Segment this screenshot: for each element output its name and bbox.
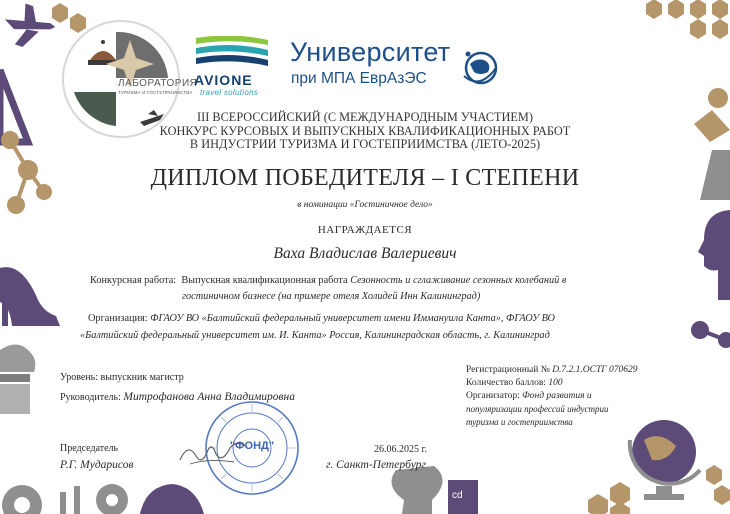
organizer-line-1: Фонд развития и bbox=[522, 391, 592, 401]
cube-icon bbox=[448, 480, 478, 514]
registration-line bbox=[466, 365, 638, 375]
nomination-prefix: в номинации bbox=[297, 200, 348, 210]
tan-shapes-icon bbox=[694, 88, 730, 142]
issue-city: г. Санкт-Петербург bbox=[326, 459, 426, 471]
recipient-name: Ваха Владислав Валериевич bbox=[273, 245, 457, 262]
awarded-label: НАГРАЖДАЕТСЯ bbox=[317, 224, 413, 236]
avione-name: AVIONE bbox=[194, 72, 253, 88]
work-title-line-2: гостиничном бизнесе (на примере отеля Холидей Инн Калининград) bbox=[182, 291, 481, 302]
chair-name: Р.Г. Мударисов bbox=[60, 459, 134, 471]
score-label: Количество баллов: bbox=[466, 378, 546, 388]
organization-value-1: ФГАОУ ВО «Балтийский федеральный университет имени Иммануила Канта», ФГАОУ ВО bbox=[150, 313, 555, 324]
pot-icon bbox=[140, 484, 204, 514]
organization-value-2: «Балтийский федеральный университет им. И. Канта» Россия, Калининградская область, г. Калининград bbox=[80, 330, 550, 341]
diploma-title: ДИПЛОМ ПОБЕДИТЕЛЯ – I СТЕПЕНИ bbox=[150, 165, 580, 191]
university-subtitle: при МПА ЕврАзЭС bbox=[291, 70, 427, 87]
university-globe-icon bbox=[462, 46, 498, 88]
avione-logo-icon bbox=[196, 36, 268, 70]
nomination bbox=[130, 200, 600, 210]
laboratory-logo-text bbox=[118, 78, 197, 95]
organizer-line-3-wrap bbox=[466, 417, 573, 427]
competition-line-2: КОНКУРС КУРСОВЫХ И ВЫПУСКНЫХ КВАЛИФИКАЦИОННЫХ РАБОТ bbox=[159, 123, 571, 138]
work-line-2 bbox=[182, 291, 480, 302]
university-title: Университет bbox=[290, 37, 451, 67]
supervisor-name: Митрофанова Анна Владимировна bbox=[123, 391, 295, 403]
svg-text:cd: cd bbox=[452, 490, 463, 501]
lightbulb-icon bbox=[392, 466, 443, 514]
supervisor-label: Руководитель: bbox=[60, 392, 121, 403]
organizer-line-2: популяризации профессий индустрии bbox=[466, 404, 609, 414]
chair-label: Председатель bbox=[60, 443, 119, 454]
registration-label: Регистрационный № bbox=[466, 365, 550, 375]
organization-line-2 bbox=[80, 330, 550, 341]
airplane-icon bbox=[0, 0, 59, 55]
globe-icon bbox=[630, 420, 700, 500]
organizer-line-2-wrap bbox=[466, 404, 609, 414]
organizer-line-3: туризма и гостеприимства bbox=[466, 417, 573, 427]
signature-icon bbox=[178, 438, 248, 468]
organizer-line bbox=[466, 391, 592, 401]
score-value: 100 bbox=[548, 378, 563, 388]
molecule-right-icon bbox=[693, 323, 730, 346]
avione-tagline: travel solutions bbox=[200, 88, 259, 97]
competition-title bbox=[130, 111, 600, 152]
head-profile-icon bbox=[698, 210, 730, 300]
registration-number: D.7.2.1.ОСТГ 070629 bbox=[552, 365, 638, 375]
organization-line-1 bbox=[88, 313, 555, 324]
competition-line-3: В ИНДУСТРИИ ТУРИЗМА И ГОСТЕПРИИМСТВА (ЛЕТО-2025) bbox=[189, 137, 541, 152]
level-value: выпускник магистр bbox=[100, 372, 184, 383]
work-line-1 bbox=[90, 275, 566, 286]
beaker-icon bbox=[700, 150, 730, 200]
stamp-center-text: "ФОНД" bbox=[229, 440, 275, 452]
laboratory-subtitle: ТУРИЗМА И ГОСТЕПРИИМСТВА bbox=[118, 90, 193, 95]
organizer-label: Организатор: bbox=[466, 391, 520, 401]
organization-label: Организация: bbox=[88, 313, 148, 324]
high-heel-icon bbox=[0, 267, 60, 326]
level-line bbox=[60, 372, 184, 383]
work-type: Выпускная квалификационная работа bbox=[181, 275, 348, 286]
work-label: Конкурсная работа: bbox=[90, 275, 177, 286]
laboratory-title: ЛАБОРАТОРИЯ bbox=[118, 78, 198, 89]
chef-hat-icon bbox=[0, 344, 35, 414]
nomination-value: «Гостиничное дело» bbox=[349, 200, 433, 210]
hexagon-cluster-icon bbox=[588, 482, 630, 514]
issue-date: 26.06.2025 г. bbox=[374, 444, 427, 455]
score-line bbox=[466, 378, 563, 388]
work-title-line-1: Сезонность и сглаживание сезонных колебаний в bbox=[350, 275, 567, 286]
hexagons-topright-icon bbox=[646, 0, 728, 39]
competition-line-1: III ВСЕРОССИЙСКИЙ (С МЕЖДУНАРОДНЫМ УЧАСТИЕМ) bbox=[197, 110, 533, 124]
level-label: Уровень: bbox=[60, 372, 98, 383]
triangle-ruler-icon bbox=[0, 70, 28, 142]
hexagons-small-icon bbox=[706, 465, 730, 505]
